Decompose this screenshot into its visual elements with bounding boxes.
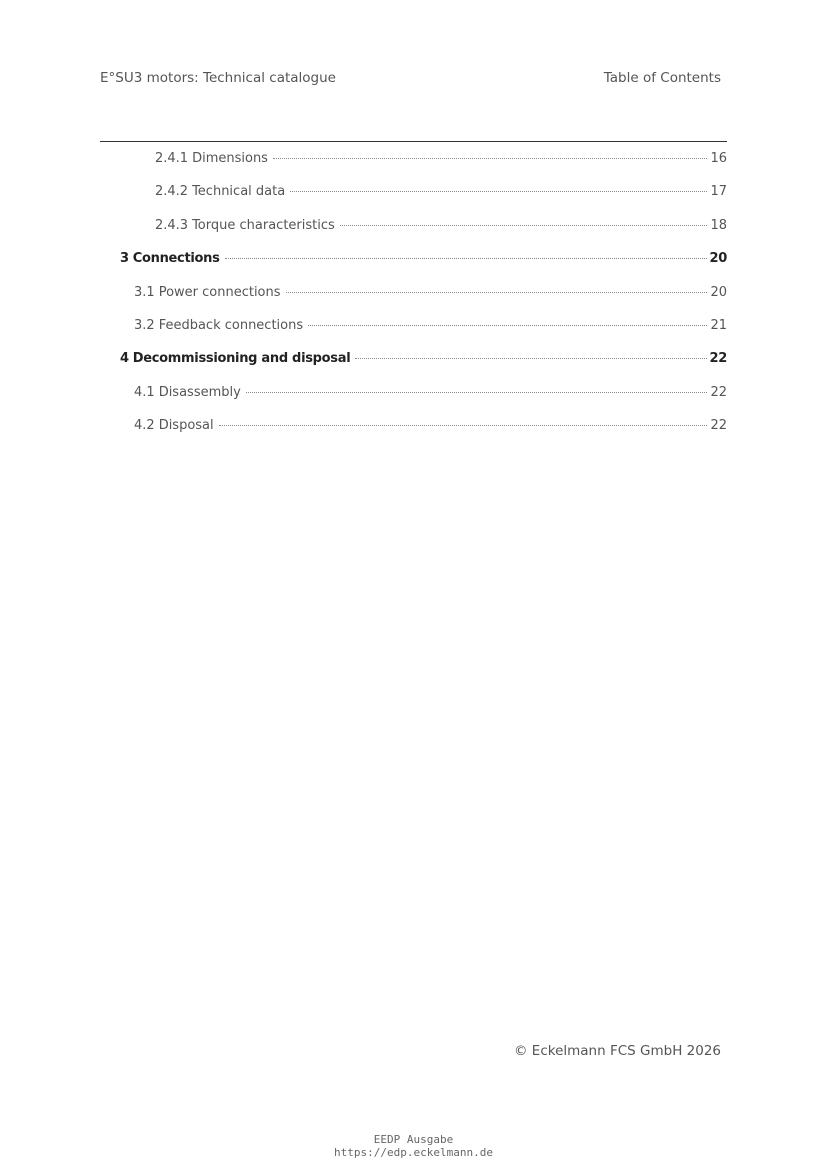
toc-entry-title: Disposal: [158, 418, 214, 434]
toc-entry-number: 3.2: [134, 317, 155, 333]
toc-dot-leader: [225, 258, 707, 259]
toc-entry-title: Disassembly: [158, 384, 241, 400]
toc-entry-4-1[interactable]: [100, 385, 727, 418]
toc-entry-number: 3: [120, 251, 129, 267]
toc-entry-page: 20: [709, 251, 727, 267]
toc-entry-2-4-2[interactable]: [100, 184, 727, 217]
toc-entry-page: 16: [710, 151, 727, 166]
toc-entry-page: 22: [710, 384, 727, 400]
header-divider: [100, 141, 727, 142]
toc-entry-title: Dimensions: [192, 151, 268, 166]
toc-dot-leader: [290, 191, 707, 192]
toc-entry-number: 2.4.2: [155, 184, 189, 200]
toc-dot-leader: [286, 292, 708, 293]
toc-entry-2-4-3[interactable]: [100, 218, 727, 251]
toc-entry-number: 4.2: [134, 418, 155, 434]
toc-entry-title: Torque characteristics: [192, 217, 335, 233]
page-footer: [0, 1133, 827, 1159]
footer-edition-label: EEDP Ausgabe: [373, 1133, 454, 1146]
toc-entry-3-2[interactable]: [100, 318, 727, 351]
section-title: Table of Contents: [603, 70, 721, 86]
toc-entry-4-2[interactable]: [100, 418, 727, 451]
toc-entry-title: Decommissioning and disposal: [132, 351, 351, 367]
toc-entry-number: 2.4.1: [155, 151, 189, 166]
toc-dot-leader: [340, 225, 708, 226]
toc-entry-number: 4.1: [134, 384, 155, 400]
copyright-notice: © Eckelmann FCS GmbH 2026: [514, 1043, 721, 1059]
toc-entry-page: 18: [710, 217, 727, 233]
toc-dot-leader: [308, 325, 707, 326]
toc-entry-title: Power connections: [158, 284, 281, 300]
toc-entry-number: 2.4.3: [155, 217, 189, 233]
toc-entry-title: Connections: [132, 251, 220, 267]
toc-entry-4[interactable]: [100, 351, 727, 384]
toc-entry-number: 3.1: [134, 284, 155, 300]
toc-entry-page: 20: [710, 284, 727, 300]
document-title: E°SU3 motors: Technical catalogue: [100, 70, 336, 86]
toc-entry-page: 21: [710, 317, 727, 333]
toc-entry-page: 22: [710, 418, 727, 434]
toc-entry-number: 4: [120, 351, 129, 367]
toc-entry-3[interactable]: [100, 251, 727, 284]
toc-dot-leader: [219, 425, 708, 426]
footer-url-link[interactable]: https://edp.eckelmann.de: [334, 1146, 493, 1159]
toc-entry-2-4-1[interactable]: [100, 151, 727, 184]
toc-dot-leader: [246, 392, 708, 393]
toc-dot-leader: [355, 358, 706, 359]
table-of-contents: [100, 151, 727, 452]
toc-dot-leader: [273, 158, 708, 159]
toc-entry-title: Technical data: [192, 184, 286, 200]
toc-entry-page: 17: [710, 184, 727, 200]
toc-entry-page: 22: [709, 351, 727, 367]
toc-entry-title: Feedback connections: [158, 317, 304, 333]
toc-entry-3-1[interactable]: [100, 285, 727, 318]
